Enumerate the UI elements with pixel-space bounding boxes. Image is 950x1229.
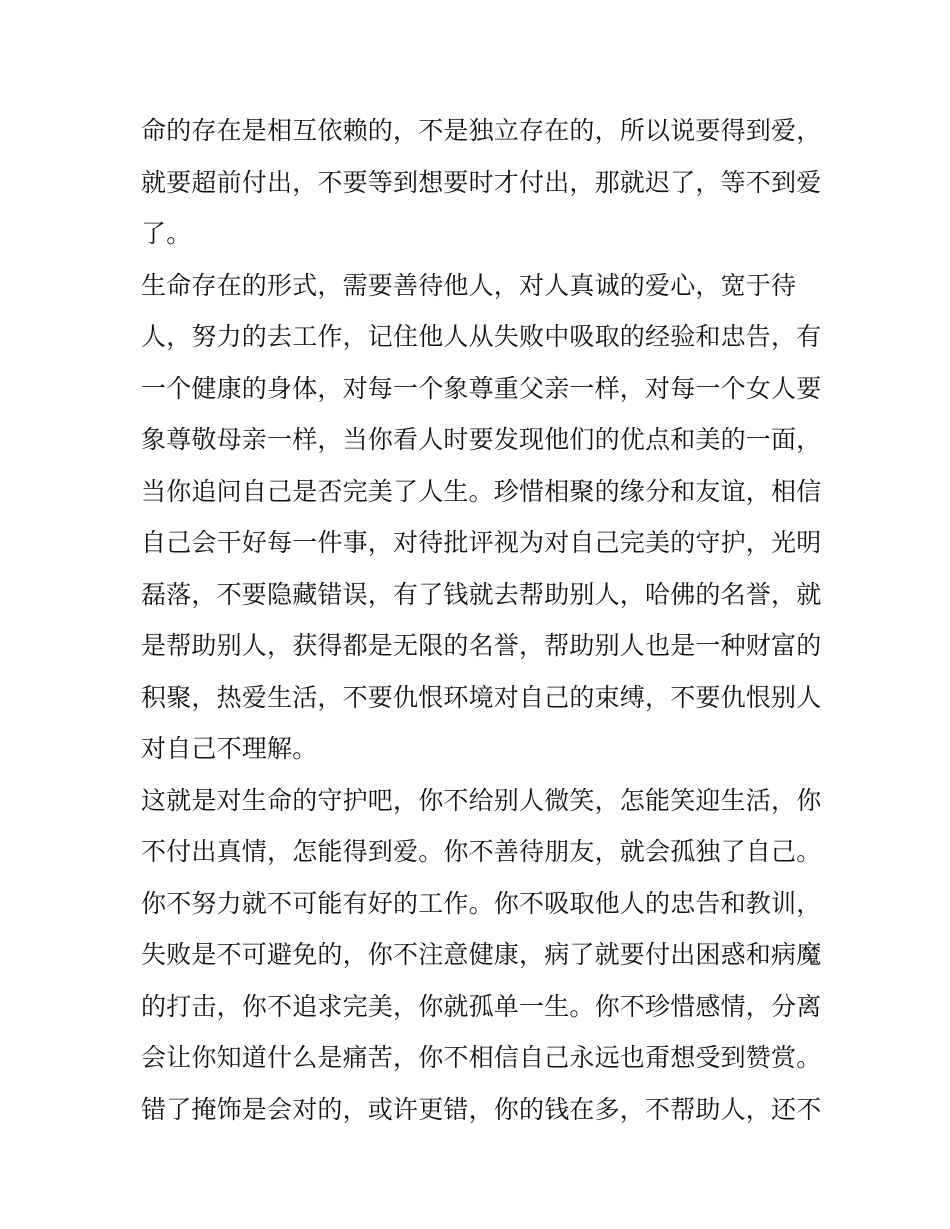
text-line: 当你追问自己是否完美了人生。珍惜相聚的缘分和友谊，相信	[141, 476, 822, 506]
text-line: 会让你知道什么是痛苦，你不相信自己永远也甭想受到赞赏。	[141, 1043, 822, 1072]
text-line: 就要超前付出，不要等到想要时才付出，那就迟了，等不到爱	[141, 167, 822, 197]
text-line: 是帮助别人，获得都是无限的名誉，帮助别人也是一种财富的	[141, 631, 822, 660]
text-line: 象尊敬母亲一样，当你看人时要发现他们的优点和美的一面，	[141, 425, 822, 454]
text-line: 了。	[141, 219, 192, 248]
text-line: 磊落，不要隐藏错误，有了钱就去帮助别人，哈佛的名誉，就	[141, 579, 822, 609]
text-line: 自己会干好每一件事，对待批评视为对自己完美的守护，光明	[141, 528, 822, 557]
text-line: 生命存在的形式，需要善待他人，对人真诚的爱心，宽于待	[141, 270, 797, 300]
text-line: 一个健康的身体，对每一个象尊重父亲一样，对每一个女人要	[141, 373, 822, 403]
text-line: 命的存在是相互依赖的，不是独立存在的，所以说要得到爱，	[141, 116, 822, 145]
text-line: 不付出真情，怎能得到爱。你不善待朋友，就会孤独了自己。	[141, 837, 822, 866]
text-line: 错了掩饰是会对的，或许更错，你的钱在多，不帮助人，还不	[141, 1094, 822, 1124]
text-line: 失败是不可避免的，你不注意健康，病了就要付出困惑和病魔	[141, 940, 822, 969]
text-line: 的打击，你不追求完美，你就孤单一生。你不珍惜感情，分离	[141, 991, 822, 1021]
text-line: 积聚，热爱生活，不要仇恨环境对自己的束缚，不要仇恨别人	[141, 682, 822, 712]
text-line: 你不努力就不可能有好的工作。你不吸取他人的忠告和教训，	[141, 888, 822, 918]
document-body	[141, 105, 821, 1135]
text-line: 这就是对生命的守护吧，你不给别人微笑，怎能笑迎生活，你	[141, 785, 822, 815]
text-line: 对自己不理解。	[141, 734, 318, 763]
text-line: 人，努力的去工作，记住他人从失败中吸取的经验和忠告，有	[141, 322, 822, 351]
